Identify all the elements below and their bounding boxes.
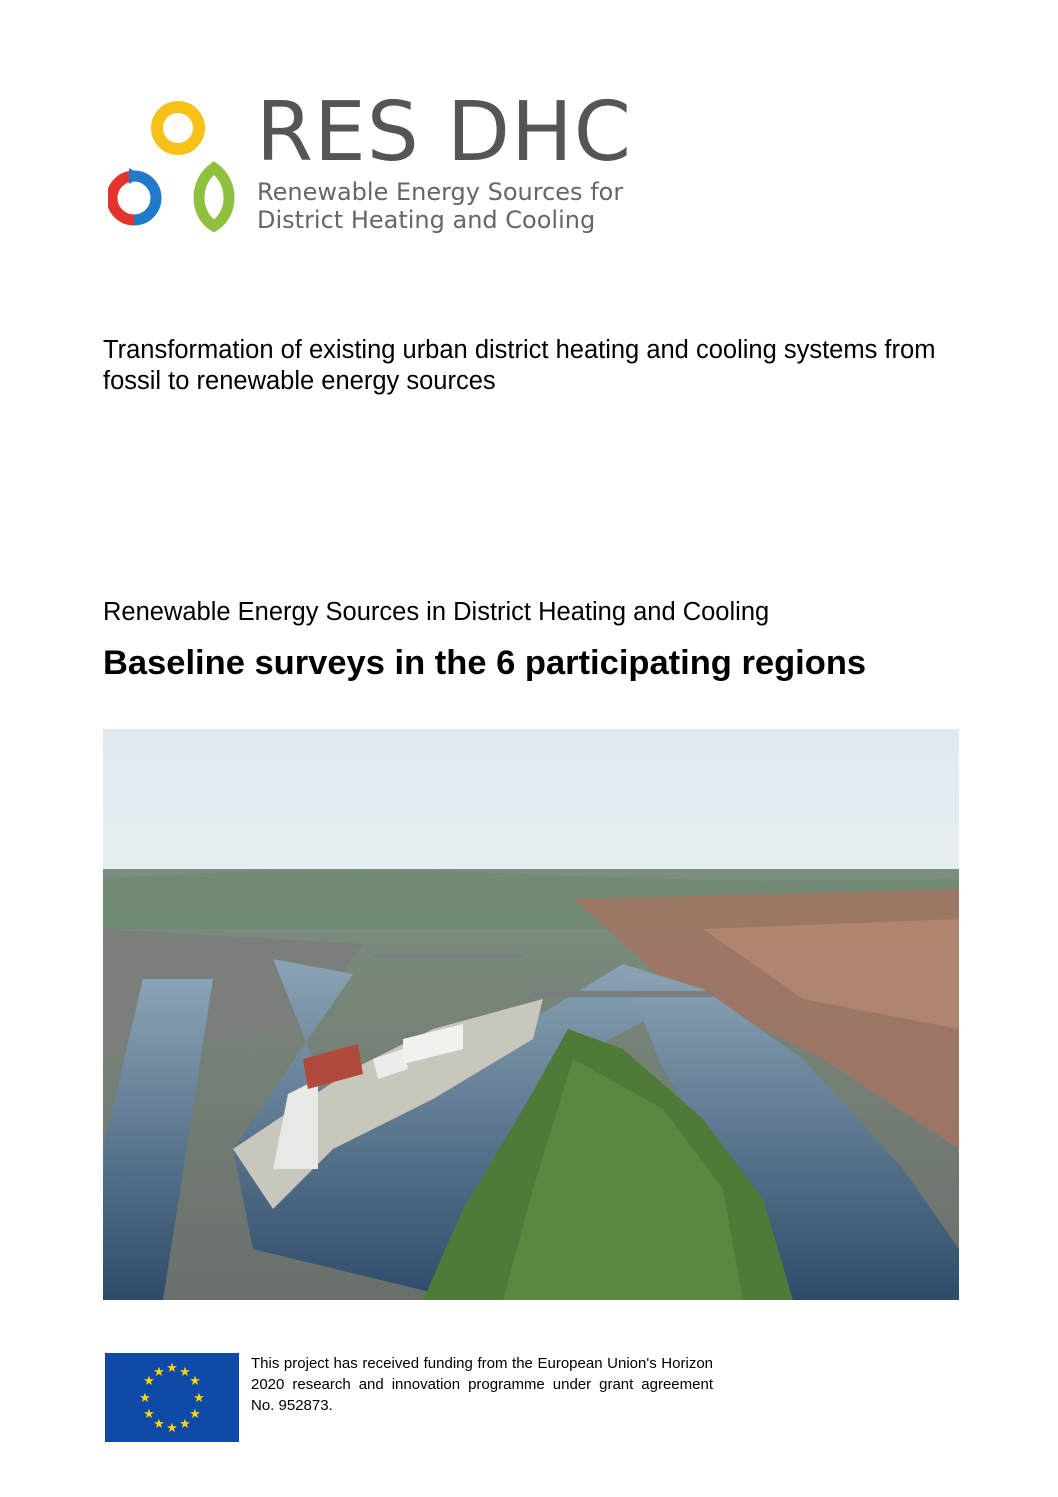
cover-photo [103, 729, 959, 1300]
series-title: Renewable Energy Sources in District Heating and Cooling [103, 598, 770, 626]
res-dhc-logo [108, 85, 632, 246]
aerial-city-image [103, 729, 959, 1300]
project-subtitle: Transformation of existing urban district heating and cooling systems from fossil to renewable energy sources [103, 336, 936, 395]
svg-text:★: ★ [189, 1407, 201, 1422]
svg-text:★: ★ [189, 1374, 201, 1389]
document-title: Baseline surveys in the 6 participating regions [103, 644, 867, 682]
logo-tagline [257, 178, 623, 234]
funding-statement: This project has received funding from the European Union's Horizon 2020 research and innovation programme under grant agreement No. 952873. [251, 1355, 713, 1414]
svg-text:★: ★ [139, 1391, 151, 1406]
eu-flag [105, 1353, 239, 1442]
svg-text:★: ★ [143, 1407, 155, 1422]
svg-text:★: ★ [166, 1421, 178, 1436]
logo-mark-icon [108, 96, 248, 236]
logo-tagline-line-1: Renewable Energy Sources for [257, 178, 624, 206]
svg-text:★: ★ [153, 1365, 165, 1380]
svg-text:★: ★ [166, 1361, 178, 1376]
svg-text:★: ★ [143, 1374, 155, 1389]
svg-text:★: ★ [179, 1417, 191, 1432]
logo-tagline-line-2: District Heating and Cooling [257, 206, 596, 234]
svg-text:★: ★ [153, 1417, 165, 1432]
eu-stars-icon [105, 1353, 239, 1442]
logo-title: RES DHC [256, 85, 632, 180]
svg-text:★: ★ [179, 1365, 191, 1380]
svg-text:★: ★ [193, 1391, 205, 1406]
